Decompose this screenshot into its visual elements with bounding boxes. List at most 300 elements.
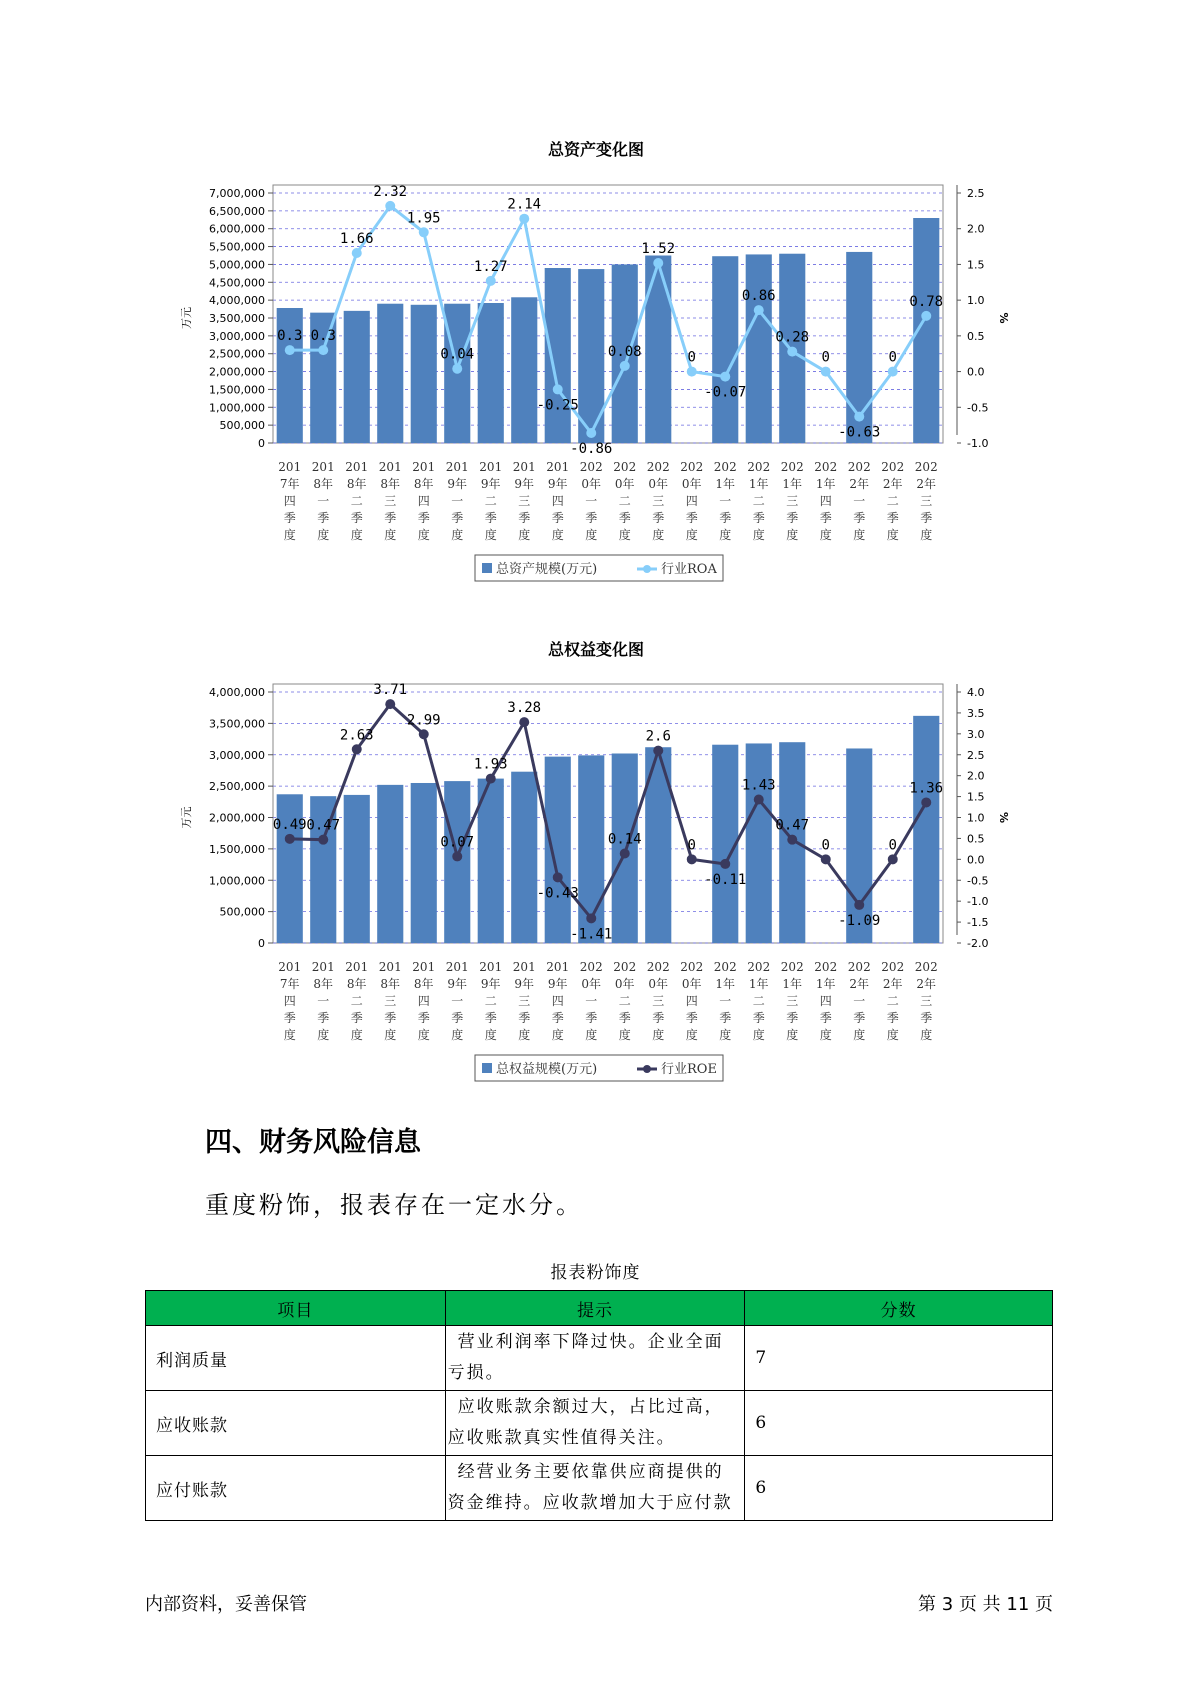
category-label: 201 (311, 460, 335, 474)
table-row (146, 1391, 1053, 1456)
data-label: -0.86 (570, 441, 613, 457)
category-label: 8年 (313, 477, 334, 491)
category-label: 1年 (715, 977, 736, 991)
left-tick-label: 2,500,000 (209, 347, 265, 361)
right-tick-label: 2.5 (967, 187, 985, 200)
series-point (419, 729, 429, 739)
left-tick-label: 1,000,000 (209, 874, 265, 888)
category-label: 度 (752, 528, 765, 542)
category-label: 度 (317, 528, 330, 542)
data-label: -0.43 (536, 885, 579, 902)
bar (377, 304, 403, 443)
right-tick-label: 0.5 (967, 832, 985, 846)
category-label: 度 (518, 528, 531, 542)
category-label: 度 (384, 528, 397, 542)
category-label: 9年 (547, 477, 568, 491)
category-label: 201 (445, 460, 469, 474)
series-point (787, 347, 797, 357)
series-point (754, 305, 764, 315)
data-label: 2.6 (645, 728, 671, 745)
series-point (285, 834, 295, 844)
category-label: 度 (417, 528, 430, 542)
category-label: 度 (585, 1028, 598, 1042)
category-label: 二 (886, 994, 899, 1008)
right-axis-label: % (997, 811, 1010, 824)
right-tick-label: -1.0 (967, 895, 989, 909)
category-label: 度 (484, 1028, 497, 1042)
category-label: 度 (853, 1028, 866, 1042)
category-label: 度 (618, 1028, 631, 1042)
category-label: 四 (819, 994, 832, 1008)
row-hint: 经营业务主要依靠供应商提供的资金维持。应收款增加大于应付款 (445, 1456, 745, 1521)
category-label: 一 (853, 994, 866, 1008)
data-label: 2.32 (373, 183, 408, 200)
bar (612, 753, 638, 943)
category-label: 度 (752, 1028, 765, 1042)
chart-title: 总资产变化图 (547, 140, 645, 159)
category-label: 季 (685, 511, 698, 525)
category-label: 季 (652, 511, 665, 525)
left-tick-label: 4,500,000 (209, 276, 265, 290)
header-score: 分数 (745, 1291, 1053, 1326)
bar (511, 772, 537, 943)
data-label: 2.63 (339, 727, 374, 744)
category-label: 度 (618, 528, 631, 542)
series-point (318, 835, 328, 845)
series-point (452, 851, 462, 861)
category-label: 202 (646, 460, 670, 474)
category-label: 202 (881, 960, 905, 974)
category-label: 2年 (882, 477, 903, 491)
category-label: 8年 (313, 977, 334, 991)
left-tick-label: 0 (258, 937, 265, 950)
category-label: 9年 (514, 477, 535, 491)
category-label: 2年 (882, 977, 903, 991)
category-label: 一 (317, 994, 330, 1008)
series-point (620, 848, 630, 858)
series-point (486, 276, 496, 286)
category-label: 季 (685, 1011, 698, 1025)
category-label: 度 (551, 528, 564, 542)
bar (746, 743, 772, 943)
category-label: 季 (652, 1011, 665, 1025)
category-label: 一 (719, 494, 732, 508)
category-label: 202 (613, 460, 637, 474)
category-label: 0年 (581, 977, 602, 991)
category-label: 2年 (916, 477, 937, 491)
left-tick-label: 3,500,000 (209, 717, 265, 731)
category-label: 7年 (279, 977, 300, 991)
category-label: 202 (780, 460, 804, 474)
bar (478, 303, 504, 443)
category-label: 7年 (279, 477, 300, 491)
category-label: 季 (853, 1011, 866, 1025)
data-label: -1.41 (570, 926, 613, 943)
data-label: 1.66 (339, 231, 374, 247)
right-tick-label: 2.5 (967, 748, 985, 762)
left-tick-label: 5,000,000 (209, 258, 265, 272)
category-label: 202 (713, 460, 737, 474)
category-label: 二 (350, 994, 363, 1008)
category-label: 0年 (648, 977, 669, 991)
series-point (854, 412, 864, 422)
right-tick-label: 0.0 (967, 365, 985, 379)
category-label: 2年 (916, 977, 937, 991)
category-label: 四 (819, 494, 832, 508)
data-label: 0.3 (310, 328, 336, 345)
category-label: 1年 (748, 477, 769, 491)
table-row (146, 1326, 1053, 1391)
right-tick-label: 1.0 (967, 294, 985, 308)
risk-summary: 重度粉饰，报表存在一定水分。 (205, 1191, 583, 1219)
category-label: 二 (350, 494, 363, 508)
data-label: 3.71 (373, 682, 408, 699)
right-tick-label: 1.0 (967, 811, 985, 825)
category-label: 季 (886, 1011, 899, 1025)
category-label: 8年 (346, 977, 367, 991)
category-label: 度 (652, 1028, 665, 1042)
bar (545, 268, 571, 443)
left-tick-label: 6,500,000 (209, 204, 265, 218)
category-label: 一 (451, 494, 464, 508)
category-label: 1年 (815, 977, 836, 991)
category-label: 度 (652, 528, 665, 542)
data-label: 0.14 (607, 831, 642, 848)
right-tick-label: -1.0 (967, 437, 989, 450)
category-label: 季 (819, 1011, 832, 1025)
right-tick-label: 3.5 (967, 706, 985, 720)
data-label: 0 (687, 349, 696, 366)
category-label: 四 (685, 494, 698, 508)
footer-page-number: 第 3 页 共 11 页 (918, 1594, 1053, 1615)
series-point (553, 384, 563, 394)
category-label: 季 (484, 1011, 497, 1025)
category-label: 季 (518, 511, 531, 525)
series-point (385, 699, 395, 709)
series-point (620, 361, 630, 371)
legend-line-marker (643, 565, 651, 573)
category-label: 9年 (447, 977, 468, 991)
category-label: 三 (920, 494, 933, 508)
row-item: 应付账款 (146, 1456, 446, 1521)
category-label: 一 (719, 994, 732, 1008)
left-tick-label: 0 (258, 437, 265, 450)
category-label: 度 (451, 528, 464, 542)
data-label: 0 (687, 837, 696, 854)
series-point (419, 227, 429, 237)
category-label: 1年 (815, 477, 836, 491)
right-tick-label: 2.0 (967, 222, 985, 236)
bar (746, 254, 772, 443)
data-label: 0.28 (775, 329, 810, 346)
row-item: 利润质量 (146, 1326, 446, 1391)
category-label: 202 (881, 460, 905, 474)
category-label: 二 (886, 494, 899, 508)
data-label: 1.36 (909, 780, 944, 797)
legend-bar-swatch (482, 1063, 492, 1073)
data-label: -0.11 (704, 871, 747, 888)
series-point (285, 345, 295, 355)
left-tick-label: 4,000,000 (209, 686, 265, 699)
series-point (854, 900, 864, 910)
category-label: 季 (719, 511, 732, 525)
series-point (519, 214, 529, 224)
total-assets-chart-svg (0, 130, 1191, 590)
left-tick-label: 2,000,000 (209, 365, 265, 379)
category-label: 201 (479, 960, 503, 974)
category-label: 季 (451, 511, 464, 525)
category-label: 季 (384, 511, 397, 525)
category-label: 度 (886, 1028, 899, 1042)
left-tick-label: 3,000,000 (209, 748, 265, 762)
category-label: 度 (920, 1028, 933, 1042)
chart-title: 总权益变化图 (547, 640, 645, 659)
legend-line-marker (643, 1065, 651, 1073)
category-label: 一 (853, 494, 866, 508)
category-label: 2年 (849, 477, 870, 491)
category-label: 度 (819, 1028, 832, 1042)
category-label: 一 (451, 994, 464, 1008)
category-label: 202 (680, 460, 704, 474)
category-label: 季 (618, 1011, 631, 1025)
data-label: 0.49 (272, 816, 307, 833)
series-point (553, 872, 563, 882)
right-tick-label: 2.0 (967, 769, 985, 783)
category-label: 季 (819, 511, 832, 525)
category-label: 季 (317, 511, 330, 525)
data-label: -1.09 (838, 912, 881, 929)
bar (645, 256, 671, 444)
series-point (352, 744, 362, 754)
category-label: 季 (283, 511, 296, 525)
category-label: 201 (512, 960, 536, 974)
category-label: 201 (311, 960, 335, 974)
data-label: 0.3 (277, 328, 303, 345)
left-tick-label: 500,000 (219, 419, 265, 433)
category-label: 度 (350, 528, 363, 542)
bar (344, 795, 370, 943)
series-point (318, 345, 328, 355)
series-point (586, 428, 596, 438)
category-label: 季 (317, 1011, 330, 1025)
category-label: 0年 (581, 477, 602, 491)
plot-frame (273, 684, 943, 943)
category-label: 度 (685, 528, 698, 542)
data-label: 2.99 (406, 712, 441, 729)
category-label: 一 (585, 494, 598, 508)
category-label: 度 (518, 1028, 531, 1042)
category-label: 202 (814, 960, 838, 974)
left-tick-label: 3,000,000 (209, 329, 265, 343)
legend-bar-swatch (482, 563, 492, 573)
category-label: 四 (417, 994, 430, 1008)
left-tick-label: 500,000 (219, 905, 265, 919)
category-label: 8年 (346, 477, 367, 491)
data-label: 0.07 (440, 834, 475, 851)
series-point (754, 795, 764, 805)
category-label: 8年 (413, 977, 434, 991)
category-label: 二 (752, 494, 765, 508)
series-point (452, 364, 462, 374)
data-label: 0 (821, 837, 830, 854)
category-label: 季 (551, 511, 564, 525)
right-tick-label: 0.5 (967, 329, 985, 343)
category-label: 四 (283, 994, 296, 1008)
table-caption: 报表粉饰度 (550, 1263, 641, 1283)
data-label: -0.25 (536, 397, 579, 414)
total-assets-chart (0, 130, 1191, 590)
category-label: 201 (479, 460, 503, 474)
category-label: 202 (680, 960, 704, 974)
total-equity-chart-svg (0, 630, 1191, 1090)
category-label: 四 (417, 494, 430, 508)
table-header-row (146, 1291, 1053, 1326)
header-hint: 提示 (445, 1291, 745, 1326)
category-label: 0年 (648, 477, 669, 491)
category-label: 度 (283, 1028, 296, 1042)
category-label: 201 (412, 960, 436, 974)
category-label: 202 (747, 960, 771, 974)
row-score: 6 (745, 1456, 1053, 1521)
right-tick-label: 4.0 (967, 686, 985, 699)
left-tick-label: 4,000,000 (209, 294, 265, 308)
row-score: 6 (745, 1391, 1053, 1456)
right-tick-label: -1.5 (967, 916, 989, 930)
category-label: 一 (317, 494, 330, 508)
series-point (352, 248, 362, 258)
category-label: 季 (451, 1011, 464, 1025)
category-label: 度 (719, 1028, 732, 1042)
category-label: 1年 (715, 477, 736, 491)
category-label: 三 (786, 494, 799, 508)
right-tick-label: 0.0 (967, 853, 985, 867)
left-tick-label: 3,500,000 (209, 312, 265, 325)
series-point (888, 854, 898, 864)
series-point (821, 854, 831, 864)
legend-bar-label: 总权益规模(万元) (496, 1062, 598, 1077)
left-tick-label: 1,000,000 (209, 401, 265, 415)
category-label: 四 (551, 494, 564, 508)
series-point (486, 774, 496, 784)
category-label: 季 (618, 511, 631, 525)
series-point (687, 854, 697, 864)
series-point (653, 746, 663, 756)
left-axis-label: 万元 (180, 806, 193, 829)
right-tick-label: -2.0 (967, 937, 989, 950)
category-label: 度 (886, 528, 899, 542)
data-label: 3.28 (507, 700, 542, 717)
category-label: 度 (719, 528, 732, 542)
legend-bar-label: 总资产规模(万元) (496, 562, 598, 577)
category-label: 1年 (782, 477, 803, 491)
right-tick-label: 3.0 (967, 727, 985, 741)
table-row (146, 1456, 1053, 1521)
category-label: 1年 (782, 977, 803, 991)
category-label: 季 (786, 511, 799, 525)
category-label: 三 (518, 994, 531, 1008)
category-label: 二 (618, 494, 631, 508)
series-point (586, 913, 596, 923)
category-label: 9年 (514, 977, 535, 991)
category-label: 四 (283, 494, 296, 508)
category-label: 0年 (681, 477, 702, 491)
bar (545, 757, 571, 943)
left-axis-label: 万元 (180, 307, 193, 329)
category-label: 季 (417, 511, 430, 525)
category-label: 201 (278, 460, 302, 474)
category-label: 季 (417, 1011, 430, 1025)
category-label: 度 (451, 1028, 464, 1042)
series-point (519, 717, 529, 727)
category-label: 0年 (681, 977, 702, 991)
category-label: 度 (317, 1028, 330, 1042)
category-label: 二 (484, 494, 497, 508)
data-label: 1.52 (641, 241, 676, 257)
data-label: 0.04 (440, 346, 475, 363)
data-label: 0.08 (607, 343, 642, 360)
data-label: 0 (821, 349, 830, 366)
right-tick-label: -0.5 (967, 874, 989, 888)
category-label: 三 (384, 494, 397, 508)
row-hint: 营业利润率下降过快。企业全面亏损。 (445, 1326, 745, 1391)
header-item: 项目 (146, 1291, 446, 1326)
category-label: 202 (780, 960, 804, 974)
data-label: 1.93 (473, 756, 508, 773)
category-label: 202 (747, 460, 771, 474)
data-label: 0.47 (306, 817, 341, 834)
left-tick-label: 1,500,000 (209, 842, 265, 856)
category-label: 二 (752, 994, 765, 1008)
category-label: 202 (579, 960, 603, 974)
category-label: 季 (853, 511, 866, 525)
category-label: 季 (886, 511, 899, 525)
category-label: 季 (585, 1011, 598, 1025)
category-label: 季 (350, 1011, 363, 1025)
series-point (921, 797, 931, 807)
category-label: 201 (546, 460, 570, 474)
category-label: 0年 (614, 977, 635, 991)
category-label: 202 (914, 460, 938, 474)
series-point (821, 367, 831, 377)
series-point (720, 859, 730, 869)
bar (913, 716, 939, 943)
category-label: 8年 (380, 977, 401, 991)
left-tick-label: 2,000,000 (209, 811, 265, 825)
data-label: 0 (888, 837, 897, 854)
category-label: 三 (652, 994, 665, 1008)
bar (411, 783, 437, 943)
category-label: 8年 (413, 477, 434, 491)
data-label: 2.14 (507, 196, 542, 213)
category-label: 202 (814, 460, 838, 474)
data-label: 0 (888, 349, 897, 366)
category-label: 201 (345, 960, 369, 974)
row-hint: 应收账款余额过大，占比过高，应收账款真实性值得关注。 (445, 1391, 745, 1456)
category-label: 0年 (614, 477, 635, 491)
category-label: 季 (786, 1011, 799, 1025)
category-label: 201 (378, 460, 402, 474)
data-label: 1.43 (741, 777, 776, 794)
left-tick-label: 2,500,000 (209, 780, 265, 794)
left-tick-label: 5,500,000 (209, 240, 265, 254)
risk-table (145, 1290, 1053, 1521)
category-label: 度 (585, 528, 598, 542)
data-label: -0.07 (704, 384, 747, 401)
bar (377, 785, 403, 943)
bar (712, 256, 738, 443)
series-point (921, 311, 931, 321)
category-label: 季 (752, 1011, 765, 1025)
